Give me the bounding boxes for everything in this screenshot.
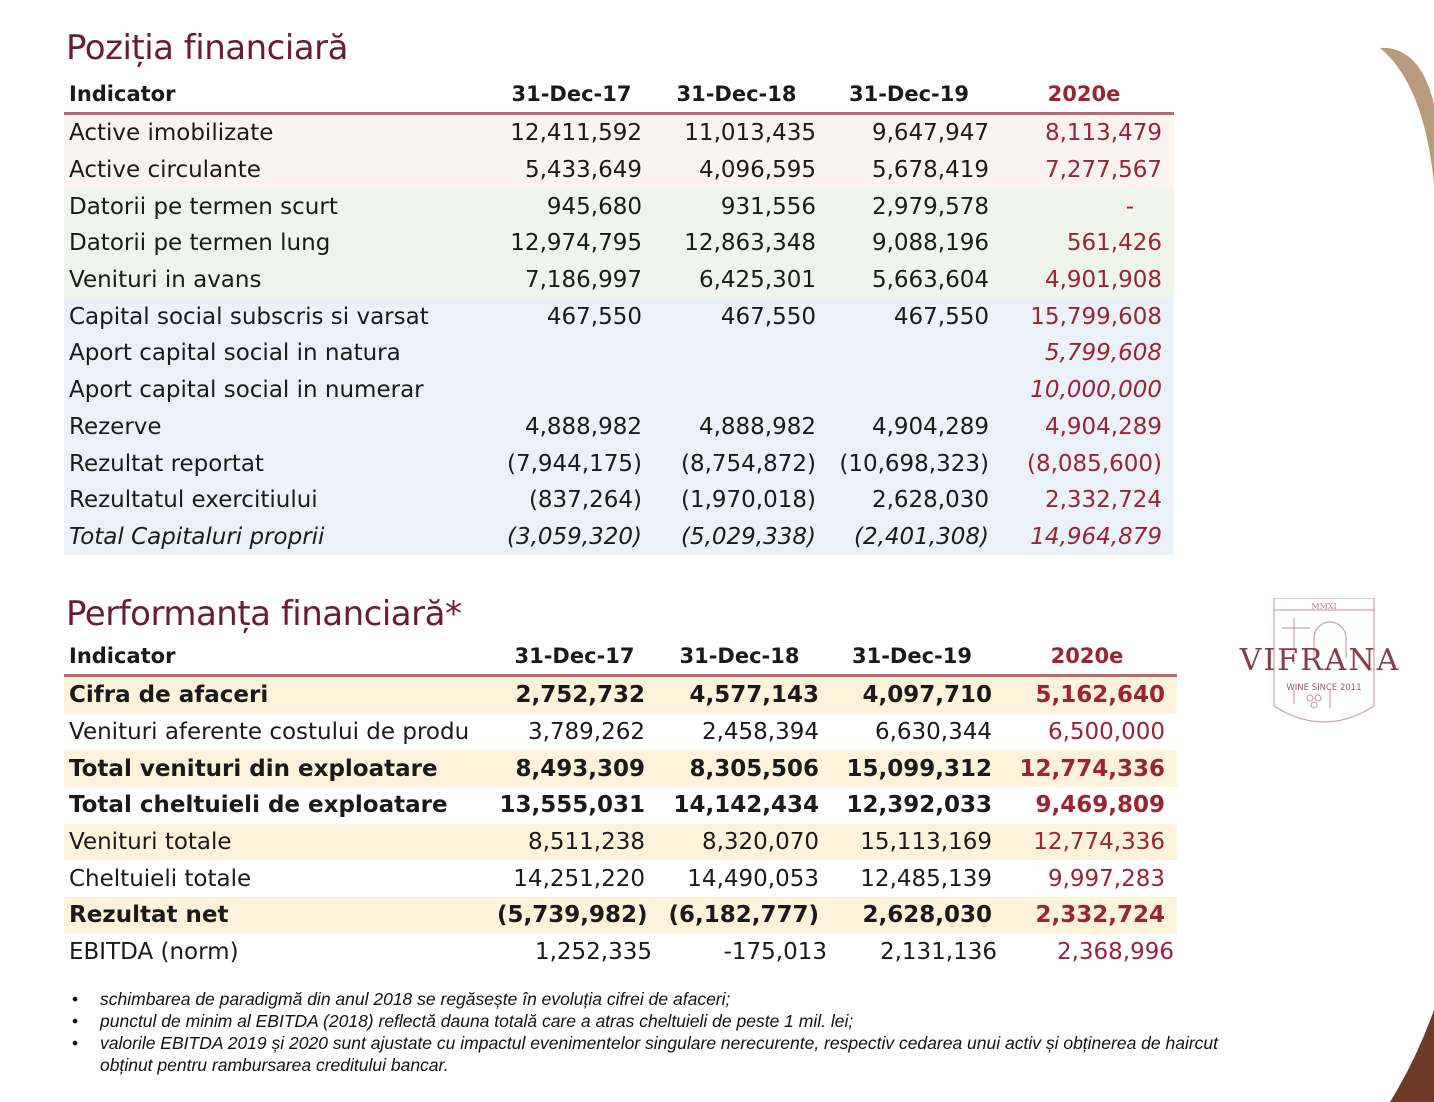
value-2019: 9,088,196 [824,225,994,262]
value-2019: 12,392,033 [827,787,997,824]
value-2019: 9,647,947 [824,114,994,152]
header-indicator: Indicator [69,644,176,668]
value-2018: 467,550 [649,298,824,335]
financial-performance-body [64,676,1177,971]
footnote-item: • valorile EBITDA 2019 și 2020 sunt ajustate cu impactul evenimentelor singulare nerecurente, respectiv cedarea unui activ și obținerea de haircut obținut pentru rambursarea creditului bancar. [72,1032,1272,1076]
value-2018: 6,425,301 [649,262,824,299]
value-2018: 8,320,070 [652,824,827,861]
value-2017 [494,335,649,372]
row-label: Cheltuieli totale [64,860,497,897]
header-2020e: 2020e [1050,644,1124,668]
section-title-financial-position: Poziția financiară [66,28,348,68]
financial-position-table [64,76,1174,555]
header-2019: 31-Dec-19 [848,82,969,106]
value-2020e: 9,469,809 [997,787,1177,824]
table-row [64,482,1174,519]
value-2020e: 2,332,724 [994,482,1174,519]
value-2020e: 561,426 [994,225,1174,262]
value-2019: (10,698,323) [824,445,994,482]
value-2017: 945,680 [494,188,649,225]
value-2020e: 14,964,879 [994,519,1174,556]
financial-position-body [64,114,1174,556]
table-row [64,372,1174,409]
header-2018: 31-Dec-18 [676,82,797,106]
value-2020e: 8,113,479 [994,114,1174,152]
value-2019: 4,904,289 [824,409,994,446]
value-2019: 5,678,419 [824,152,994,189]
value-2017: (3,059,320) [494,519,649,556]
value-2017: 14,251,220 [497,860,652,897]
value-2017: 4,888,982 [494,409,649,446]
value-2017: 12,974,795 [494,225,649,262]
row-label: Capital social subscris si varsat [64,298,494,335]
footnote-item: • punctul de minim al EBITDA (2018) reflectă dauna totală care a atras cheltuieli de peste 1 mil. lei; [72,1010,1272,1032]
row-label: Active circulante [64,152,494,189]
row-label: Rezultat net [64,897,497,934]
row-label: Cifra de afaceri [64,676,497,714]
row-label: Venituri aferente costului de produ [64,714,497,751]
value-2017: 3,789,262 [497,714,652,751]
value-2018: 11,013,435 [649,114,824,152]
value-2018 [649,372,824,409]
decorative-swoosh-top [1380,44,1434,264]
table-row [64,676,1177,714]
value-2018: 931,556 [649,188,824,225]
table-row [64,714,1177,751]
value-2020e: (8,085,600) [994,445,1174,482]
row-label: Aport capital social in natura [64,335,494,372]
value-2019: 2,628,030 [827,897,997,934]
value-2018: 4,888,982 [649,409,824,446]
table-row [64,409,1174,446]
value-2019: 4,097,710 [827,676,997,714]
section-title-financial-performance: Performanța financiară* [66,594,462,634]
header-2020e: 2020e [1047,82,1121,106]
table-row [64,787,1177,824]
logo-wordmark: VIFRANA [1239,643,1401,678]
table-row [64,335,1174,372]
table-row [64,860,1177,897]
footnote-item: • schimbarea de paradigmă din anul 2018 se regăsește în evoluția cifrei de afaceri; [72,988,1272,1010]
value-2019: 12,485,139 [827,860,997,897]
row-label: Total venituri din exploatare [64,750,497,787]
value-2020e: 12,774,336 [997,824,1177,861]
row-label: Venituri in avans [64,262,494,299]
value-2020e: 6,500,000 [997,714,1177,751]
table-row [64,750,1177,787]
row-label: Active imobilizate [64,114,494,152]
header-indicator: Indicator [69,82,176,106]
row-label: Rezultat reportat [64,445,494,482]
table-row [64,445,1174,482]
value-2017: 12,411,592 [494,114,649,152]
value-2019: 6,630,344 [827,714,997,751]
footnotes-list [72,988,1272,1076]
value-2020e: 5,799,608 [994,335,1174,372]
value-2020e: 9,997,283 [997,860,1177,897]
value-2018: (1,970,018) [649,482,824,519]
row-label: Aport capital social in numerar [64,372,494,409]
value-2017: (837,264) [494,482,649,519]
value-2019: 15,113,169 [827,824,997,861]
value-2017: (5,739,982) [497,897,652,934]
logo-tagline: WINE SINCE 2011 [1286,683,1362,693]
value-2018: 2,458,394 [652,714,827,751]
value-2019: 2,131,136 [827,934,997,971]
vifrana-logo [1222,598,1422,730]
value-2018: 8,305,506 [652,750,827,787]
value-2019: 2,979,578 [824,188,994,225]
value-2017: 5,433,649 [494,152,649,189]
value-2017: (7,944,175) [494,445,649,482]
value-2017: 8,493,309 [497,750,652,787]
value-2018: (6,182,777) [652,897,827,934]
row-label: Rezerve [64,409,494,446]
value-2017: 13,555,031 [497,787,652,824]
table-header-row [64,638,1177,676]
table-row [64,188,1174,225]
value-2017 [494,372,649,409]
value-2018: 4,096,595 [649,152,824,189]
header-2017: 31-Dec-17 [514,644,635,668]
value-2020e: 15,799,608 [994,298,1174,335]
header-2018: 31-Dec-18 [679,644,800,668]
table-row [64,152,1174,189]
value-2018: 14,490,053 [652,860,827,897]
value-2018: 14,142,434 [652,787,827,824]
table-row [64,519,1174,556]
logo-mark: MMXI [1311,602,1337,611]
value-2020e: 7,277,567 [994,152,1174,189]
value-2019: 2,628,030 [824,482,994,519]
decorative-swoosh-bottom [1386,1010,1434,1102]
value-2020e: 2,368,996 [997,934,1177,971]
value-2017: 8,511,238 [497,824,652,861]
value-2017: 467,550 [494,298,649,335]
value-2017: 7,186,997 [494,262,649,299]
table-row [64,262,1174,299]
row-label: Total cheltuieli de exploatare [64,787,497,824]
row-label: Datorii pe termen lung [64,225,494,262]
value-2020e: 2,332,724 [997,897,1177,934]
financial-performance-table [64,638,1177,971]
header-2017: 31-Dec-17 [511,82,632,106]
value-2018: (5,029,338) [649,519,824,556]
value-2019 [824,372,994,409]
value-2019: (2,401,308) [824,519,994,556]
value-2020e: 12,774,336 [997,750,1177,787]
value-2017: 1,252,335 [497,934,652,971]
value-2018: (8,754,872) [649,445,824,482]
value-2018: 4,577,143 [652,676,827,714]
row-label: Venituri totale [64,824,497,861]
row-label: Datorii pe termen scurt [64,188,494,225]
table-header-row [64,76,1174,114]
value-2020e: 5,162,640 [997,676,1177,714]
value-2019: 467,550 [824,298,994,335]
row-label: Rezultatul exercitiului [64,482,494,519]
value-2019 [824,335,994,372]
value-2020e: 10,000,000 [994,372,1174,409]
table-row [64,934,1177,971]
value-2019: 15,099,312 [827,750,997,787]
table-row [64,897,1177,934]
row-label: Total Capitaluri proprii [64,519,494,556]
value-2020e: - [994,188,1174,225]
row-label: EBITDA (norm) [64,934,497,971]
value-2017: 2,752,732 [497,676,652,714]
table-row [64,114,1174,152]
value-2020e: 4,901,908 [994,262,1174,299]
table-row [64,824,1177,861]
value-2018: 12,863,348 [649,225,824,262]
value-2020e: 4,904,289 [994,409,1174,446]
value-2018 [649,335,824,372]
value-2019: 5,663,604 [824,262,994,299]
table-row [64,225,1174,262]
value-2018: -175,013 [652,934,827,971]
header-2019: 31-Dec-19 [851,644,972,668]
table-row [64,298,1174,335]
